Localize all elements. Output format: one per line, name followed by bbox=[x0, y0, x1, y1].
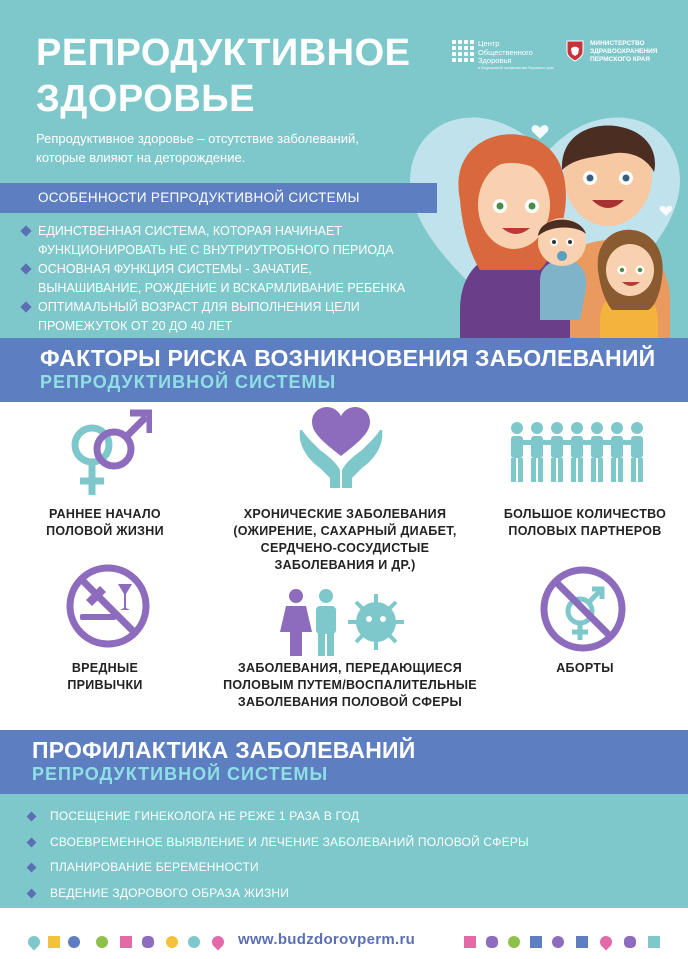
no-bad-habits-icon bbox=[66, 564, 150, 648]
features-list bbox=[20, 222, 440, 336]
factor-label bbox=[500, 660, 670, 677]
diamond-bullet-icon bbox=[27, 888, 37, 898]
flower-shape-icon bbox=[486, 936, 498, 948]
flower-shape-icon bbox=[142, 936, 154, 948]
feature-line: ПРОМЕЖУТОК ОТ 20 ДО 40 ЛЕТ bbox=[38, 319, 233, 333]
feature-line: ЕДИНСТВЕННАЯ СИСТЕМА, КОТОРАЯ НАЧИНАЕТ bbox=[38, 224, 342, 238]
intro-text: Репродуктивное здоровье – отсутствие заболеваний, которые влияют на деторождение. bbox=[36, 131, 359, 165]
logo-center-line3: Здоровья bbox=[478, 56, 512, 65]
logo-center-line1: Центр bbox=[478, 39, 500, 48]
list-item bbox=[20, 298, 440, 336]
circle-shape-icon bbox=[166, 936, 178, 948]
list-item bbox=[20, 222, 440, 260]
list-item bbox=[20, 260, 440, 298]
square-shape-icon bbox=[48, 936, 60, 948]
factor-line: ПОЛОВОЙ ЖИЗНИ bbox=[46, 524, 164, 538]
square-shape-icon bbox=[464, 936, 476, 948]
factor-label bbox=[490, 506, 680, 540]
circle-shape-icon bbox=[68, 936, 80, 948]
many-people-icon bbox=[507, 420, 647, 486]
prevention-heading-line2: РЕПРОДУКТИВНОЙ СИСТЕМЫ bbox=[32, 764, 329, 784]
circle-shape-icon bbox=[508, 936, 520, 948]
prevention-item-text: ПЛАНИРОВАНИЕ БЕРЕМЕННОСТИ bbox=[50, 860, 259, 874]
factor-line: (ОЖИРЕНИЕ, САХАРНЫЙ ДИАБЕТ, bbox=[233, 524, 457, 538]
diamond-bullet-icon bbox=[27, 863, 37, 873]
family-illustration bbox=[440, 110, 688, 338]
heart-shape-icon bbox=[598, 934, 615, 951]
dots-grid-icon bbox=[452, 40, 474, 62]
list-item bbox=[0, 855, 688, 881]
square-shape-icon bbox=[530, 936, 542, 948]
center-public-health-logo bbox=[452, 40, 554, 71]
diamond-bullet-icon bbox=[27, 837, 37, 847]
title-line-1: РЕПРОДУКТИВНОЕ bbox=[36, 32, 411, 74]
diamond-bullet-icon bbox=[20, 225, 31, 236]
title-line-2: ЗДОРОВЬЕ bbox=[36, 78, 255, 120]
factor-line: СЕРДЧЕНО-СОСУДИСТЫЕ bbox=[260, 541, 430, 555]
prevention-heading-line1: ПРОФИЛАКТИКА ЗАБОЛЕВАНИЙ bbox=[32, 737, 416, 763]
factor-label bbox=[185, 660, 515, 711]
factor-label bbox=[200, 506, 490, 574]
factor-label bbox=[20, 660, 190, 694]
page-title bbox=[36, 30, 411, 122]
ministry-logo bbox=[566, 40, 657, 64]
header-section bbox=[0, 0, 688, 338]
footer bbox=[0, 925, 688, 955]
coat-of-arms-icon bbox=[566, 40, 584, 62]
couple-virus-icon bbox=[276, 586, 408, 658]
prevention-list bbox=[0, 794, 688, 906]
prevention-banner bbox=[0, 730, 688, 794]
prevention-item-text: ВЕДЕНИЕ ЗДОРОВОГО ОБРАЗА ЖИЗНИ bbox=[50, 885, 290, 900]
heart-in-hands-icon bbox=[296, 404, 386, 490]
risk-factors-banner bbox=[0, 338, 688, 402]
gender-symbols-icon bbox=[62, 405, 152, 497]
factor-line: ПРИВЫЧКИ bbox=[67, 678, 143, 692]
list-item bbox=[0, 830, 688, 856]
factor-line: ЗАБОЛЕВАНИЯ, ПЕРЕДАЮЩИЕСЯ bbox=[237, 661, 463, 675]
heart-shape-icon bbox=[26, 934, 43, 951]
heart-shape-icon bbox=[210, 934, 227, 951]
prevention-section bbox=[0, 794, 688, 908]
list-item bbox=[0, 804, 688, 830]
feature-line: ОСНОВНАЯ ФУНКЦИЯ СИСТЕМЫ - ЗАЧАТИЕ, bbox=[38, 262, 312, 276]
prevention-item-text: ПОСЕЩЕНИЕ ГИНЕКОЛОГА НЕ РЕЖЕ 1 РАЗА В ГОД bbox=[50, 809, 360, 823]
circle-shape-icon bbox=[96, 936, 108, 948]
factor-line: ВРЕДНЫЕ bbox=[71, 661, 139, 675]
flower-shape-icon bbox=[624, 936, 636, 948]
logo-center-small: и Медицинской профилактики Пермского края bbox=[478, 65, 554, 70]
feature-line: ФУНКЦИОНИРОВАТЬ НЕ С ВНУТРИУТРОБНОГО ПЕРИОДА bbox=[38, 243, 394, 257]
list-item bbox=[0, 881, 688, 907]
diamond-bullet-icon bbox=[27, 812, 37, 822]
factor-line: РАННЕЕ НАЧАЛО bbox=[49, 507, 161, 521]
diamond-bullet-icon bbox=[20, 263, 31, 274]
ministry-line1: МИНИСТЕРСТВО bbox=[590, 40, 645, 47]
circle-shape-icon bbox=[552, 936, 564, 948]
square-shape-icon bbox=[576, 936, 588, 948]
factor-line: БОЛЬШОЕ КОЛИЧЕСТВО bbox=[503, 507, 667, 521]
factor-line: ЗАБОЛЕВАНИЯ ПОЛОВОЙ СФЕРЫ bbox=[237, 695, 463, 709]
square-shape-icon bbox=[648, 936, 660, 948]
factor-line: ЗАБОЛЕВАНИЯ И ДР.) bbox=[274, 558, 416, 572]
feature-line: ВЫНАШИВАНИЕ, РОЖДЕНИЕ И ВСКАРМЛИВАНИЕ РЕБЕНКА bbox=[38, 281, 406, 295]
website-link[interactable]: www.budzdorovperm.ru bbox=[238, 931, 416, 948]
risk-heading-line2: РЕПРОДУКТИВНОЙ СИСТЕМЫ bbox=[40, 372, 337, 392]
factor-line: ПОЛОВЫХ ПАРТНЕРОВ bbox=[508, 524, 662, 538]
diamond-bullet-icon bbox=[20, 301, 31, 312]
factor-label bbox=[20, 506, 190, 540]
circle-shape-icon bbox=[188, 936, 200, 948]
factor-line: АБОРТЫ bbox=[556, 661, 614, 675]
ministry-line2: ЗДРАВООХРАНЕНИЯ bbox=[590, 48, 658, 55]
no-abortion-icon bbox=[540, 566, 626, 652]
features-heading: ОСОБЕННОСТИ РЕПРОДУКТИВНОЙ СИСТЕМЫ bbox=[0, 183, 437, 213]
square-shape-icon bbox=[120, 936, 132, 948]
risk-heading-line1: ФАКТОРЫ РИСКА ВОЗНИКНОВЕНИЯ ЗАБОЛЕВАНИЙ bbox=[40, 345, 656, 371]
factor-line: ХРОНИЧЕСКИЕ ЗАБОЛЕВАНИЯ bbox=[243, 507, 447, 521]
prevention-item-text: СВОЕВРЕМЕННОЕ ВЫЯВЛЕНИЕ И ЛЕЧЕНИЕ ЗАБОЛЕВАНИЙ ПОЛОВОЙ СФЕРЫ bbox=[50, 834, 529, 849]
logo-center-line2: Общественного bbox=[478, 47, 533, 57]
factor-line: ПОЛОВЫМ ПУТЕМ/ВОСПАЛИТЕЛЬНЫЕ bbox=[223, 678, 477, 692]
ministry-line3: ПЕРМСКОГО КРАЯ bbox=[590, 56, 650, 63]
feature-line: ОПТИМАЛЬНЫЙ ВОЗРАСТ ДЛЯ ВЫПОЛНЕНИЯ ЦЕЛИ bbox=[38, 300, 360, 314]
